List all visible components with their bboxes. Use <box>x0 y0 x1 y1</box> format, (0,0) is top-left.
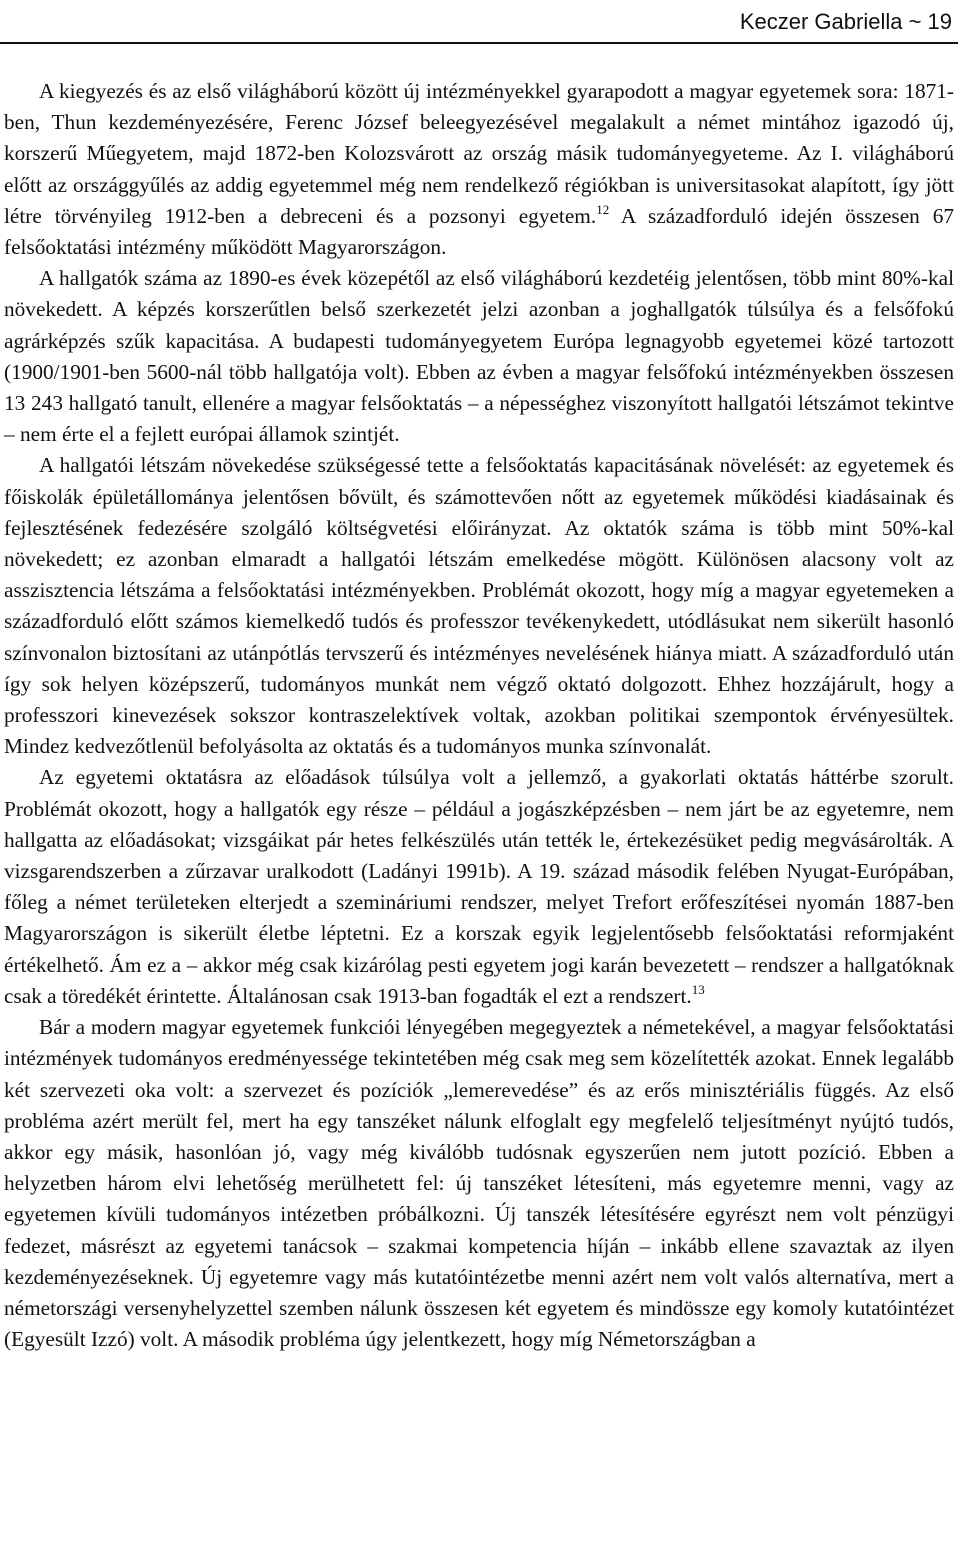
paragraph-2: A hallgatók száma az 1890-es évek közepétől az első világháború kezdetéig jelentősen, több mint 80%-kal növekedett. A képzés korszerűtlen belső szerkezetét jelzi azonban a joghallgatók túlsúlya és a felsőfokú agrárképzés szűk kapacitása. A budapesti tudományegyetem Európa legnagyobb egyetemei közé tartozott (1900/1901-ben 5600-nál több hallgatója volt). Ebben az évben a magyar felsőfokú intézményekben összesen 13 243 hallgató tanult, ellenére a magyar felsőoktatás – a népességhez viszonyított hallgatói létszámot tekintve – nem érte el a fejlett európai államok szintjét. <box>4 266 954 447</box>
paragraph-5: Bár a modern magyar egyetemek funkciói lényegében megegyeztek a németekével, a magyar felsőoktatási intézmények tudományos eredményessége tekintetében még csak meg sem közelítették azokat. Ennek legalább két szervezeti oka volt: a szervezet és pozíciók „lemerevedése” és az erős minisztériális függés. Az első probléma azért merült fel, mert ha egy tanszéket nálunk elfoglalt egy megfelelő teljesítményt nyújtó tudós, akkor egy másik, hasonlóan jó, vagy még kiválóbb tudósnak egyszerűen nem jutott pozíció. Ebben a helyzetben három elvi lehetőség merülhetett fel: új tanszéket létesíteni, más egyetemre menni, vagy az egyetemen kívüli tudományos intézetben próbálkozni. Új tanszék létesítésére egyrészt nem volt pénzügyi fedezet, másrészt az egyetemi tanácsok – szakmai kompetencia híján – inkább ellene szavaztak az ilyen kezdeményezéseknek. Új egyetemre vagy más kutatóintézetbe menni azért nem volt valós alternatíva, mert a németországi versenyhelyzettel szemben nálunk összesen két egyetem és mindössze egy komoly kutatóintézet (Egyesült Izzó) volt. A második probléma úgy jelentkezett, hogy míg Németországban a <box>4 1015 954 1352</box>
paragraph-1-text: A kiegyezés és az első világháború között új intézményekkel gyarapodott a magyar egyetemek sora: 1871-ben, Thun kezdeményezésére, Ferenc József beleegyezésével megalakult a német mintához igazodó új, korszerű Műegyetem, majd 1872-ben Kolozsvárott az ország másik tudományegyeteme. Az I. világháború előtt az országgyűlés az addig egyetemmel még nem rendelkező régiókban is universitasokat alapított, így jött létre törvényileg 1912-ben a debreceni és a pozsonyi egyetem. <box>4 79 954 228</box>
header-rule <box>0 42 958 44</box>
running-header: Keczer Gabriella ~ 19 <box>739 9 952 34</box>
paragraph-1-text-cont: A századforduló idején összesen 67 felsőoktatási intézmény működött Magyarországon. <box>4 203 955 260</box>
paragraph-4 <box>4 762 954 1012</box>
body-text <box>4 76 954 1355</box>
paragraph-1 <box>4 76 954 263</box>
paragraph-3: A hallgatói létszám növekedése szükségessé tette a felsőoktatás kapacitásának növelését: az egyetemek és főiskolák épületállománya jelentősen bővült, és számottevően nőtt az egyetemek működési kiadásainak és fejlesztésének fedezésére szolgáló költségvetési előirányzat. Az oktatók száma is több mint 50%-kal növekedett; ez azonban elmaradt a hallgatói létszám emelkedése mögött. Különösen alacsony volt az asszisztencia létszáma a felsőoktatási intézményekben. Problémát okozott, hogy míg a magyar egyetemeken a századforduló előtt számos kiemelkedő tudós és professzor tevékenykedett, utódlásukat nem sikerült hasonló színvonalon biztosítani az utánpótlás tervszerű és intézményes nevelésének hiánya miatt. A századforduló után így sok helyen középszerű, tudományos munkát nem végző oktató dolgozott. Ehhez hozzájárult, hogy a professzori kinevezések sokszor kontraszelektívek voltak, azokban politikai szempontok érvényesültek. Mindez kedvezőtlenül befolyásolta az oktatás és a tudományos munka színvonalát. <box>4 453 954 759</box>
paragraph-4-text: Az egyetemi oktatásra az előadások túlsúlya volt a jellemző, a gyakorlati oktatás háttérbe szorult. Problémát okozott, hogy a hallgatók egy része – például a jogászképzésben – nem járt be az egyetemre, nem hallgatta az előadásokat; vizsgáikat pár hetes felkészülés után tették le, értekezésüket pedig megvásárolták. A vizsgarendszerben a zűrzavar uralkodott (Ladányi 1991b). A 19. század második felében Nyugat-Európában, főleg a német területeken elterjedt a szemináriumi rendszer, melyet Trefort erőfeszítései nyomán 1887-ben Magyarországon is sikerült életbe léptetni. Ez a korszak egyik legjelentősebb felsőoktatási reformjaként értékelhető. Ám ez a – akkor még csak kizárólag pesti egyetem jogi karán bevezetett – rendszer a hallgatóknak csak a töredékét érintette. Általánosan csak 1913-ban fogadták el ezt a rendszert. <box>4 765 954 1008</box>
footnote-ref-13[interactable]: 13 <box>691 981 705 997</box>
footnote-ref-12[interactable]: 12 <box>596 201 610 217</box>
